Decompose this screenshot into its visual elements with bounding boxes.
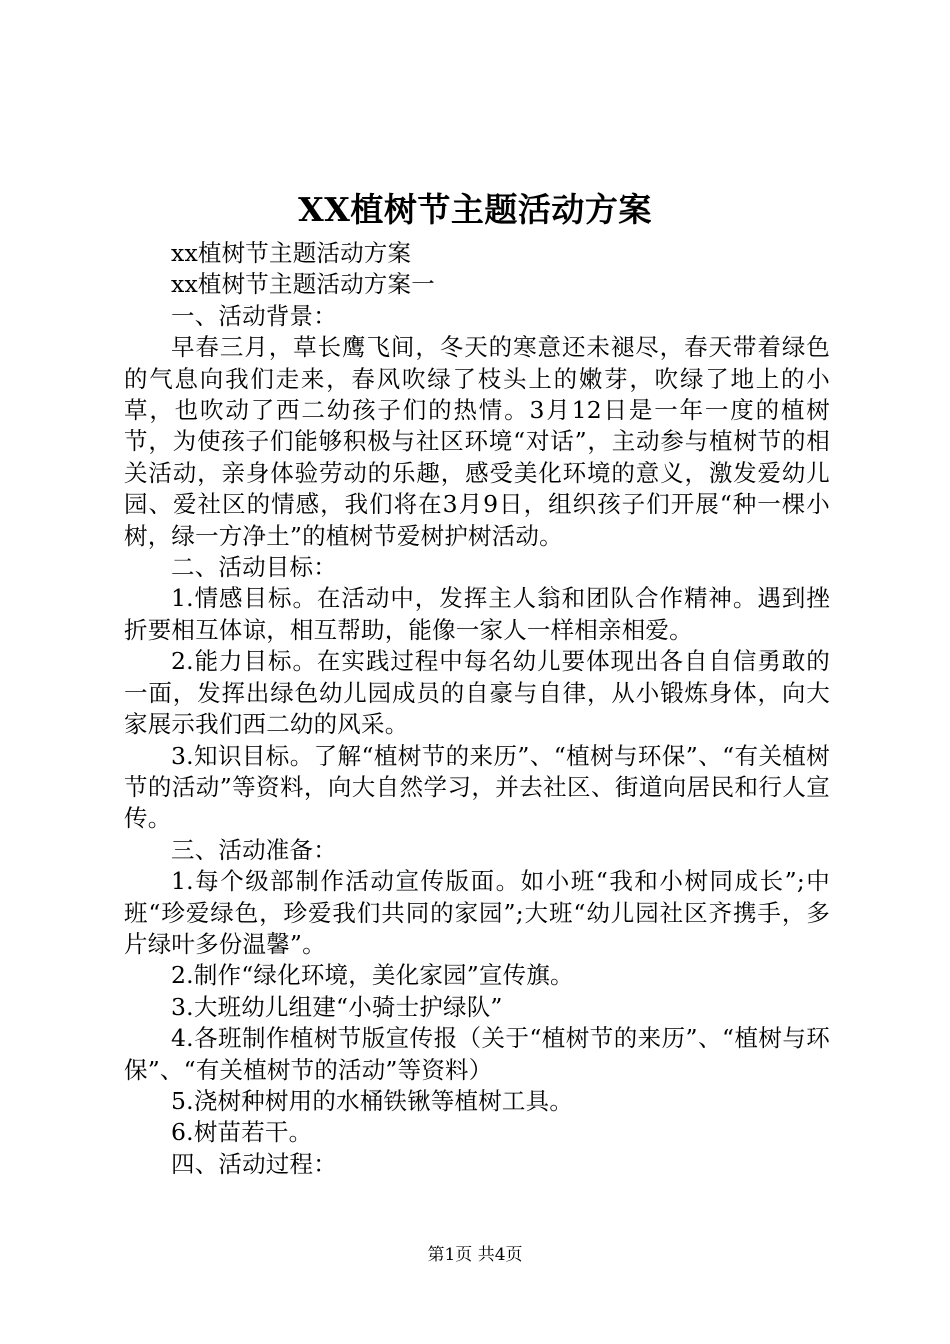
paragraph-prep-posters: 4.各班制作植树节版宣传报（关于“植树节的来历”、“植树与环保”、“有关植树节的活动”等资料） [124,1024,830,1084]
paragraph-prep-tools: 5.浇树种树用的水桶铁锹等植树工具。 [171,1086,574,1115]
paragraph-goal-ability: 2.能力目标。在实践过程中每名幼儿要体现出各自自信勇敢的一面，发挥出绿色幼儿园成员的自豪与自律，从小锻炼身体，向大家展示我们西二幼的风采。 [124,647,830,739]
section-heading-process: 四、活动过程： [171,1149,337,1178]
section-heading-preparation: 三、活动准备： [171,835,337,864]
paragraph-prep-team: 3.大班幼儿组建“小骑士护绿队” [171,992,503,1021]
paragraph-goal-knowledge: 3.知识目标。了解“植树节的来历”、“植树与环保”、“有关植树节的活动”等资料，向大自然学习，并去社区、街道向居民和行人宣传。 [124,741,830,833]
paragraph-plan-one: xx植树节主题活动方案一 [171,270,435,299]
page-footer: 第1页 共4页 [427,1245,523,1265]
paragraph-prep-flag: 2.制作“绿化环境，美化家园”宣传旗。 [171,961,574,990]
document-title: XX植树节主题活动方案 [298,190,652,229]
paragraph-prep-saplings: 6.树苗若干。 [171,1118,313,1147]
paragraph-prep-boards: 1.每个级部制作活动宣传版面。如小班“我和小树同成长”;中班“珍爱绿色，珍爱我们共同的家园”;大班“幼儿园社区齐携手，多片绿叶多份温馨”。 [124,867,830,958]
section-heading-goals: 二、活动目标： [171,553,337,582]
paragraph-background: 早春三月，草长鹰飞间，冬天的寒意还未褪尽，春天带着绿色的气息向我们走来，春风吹绿了枝头上的嫩芽，吹绿了地上的小草，也吹动了西二幼孩子们的热情。3月12日是一年一度的植树节，为使孩子们能够积极与社区环境“对话”，主动参与植树节的相关活动，亲身体验劳动的乐趣，感受美化环境的意义，激发爱幼儿园、爱社区的情感，我们将在3月9日，组织孩子们开展“种一棵小树，绿一方净土”的植树节爱树护树活动。 [124,333,830,550]
section-heading-background: 一、活动背景： [171,301,337,330]
document-body [124,238,830,1180]
paragraph-heading-repeat: xx植树节主题活动方案 [171,239,412,267]
paragraph-goal-emotion: 1.情感目标。在活动中，发挥主人翁和团队合作精神。遇到挫折要相互体谅，相互帮助，能像一家人一样相亲相爱。 [124,584,830,644]
